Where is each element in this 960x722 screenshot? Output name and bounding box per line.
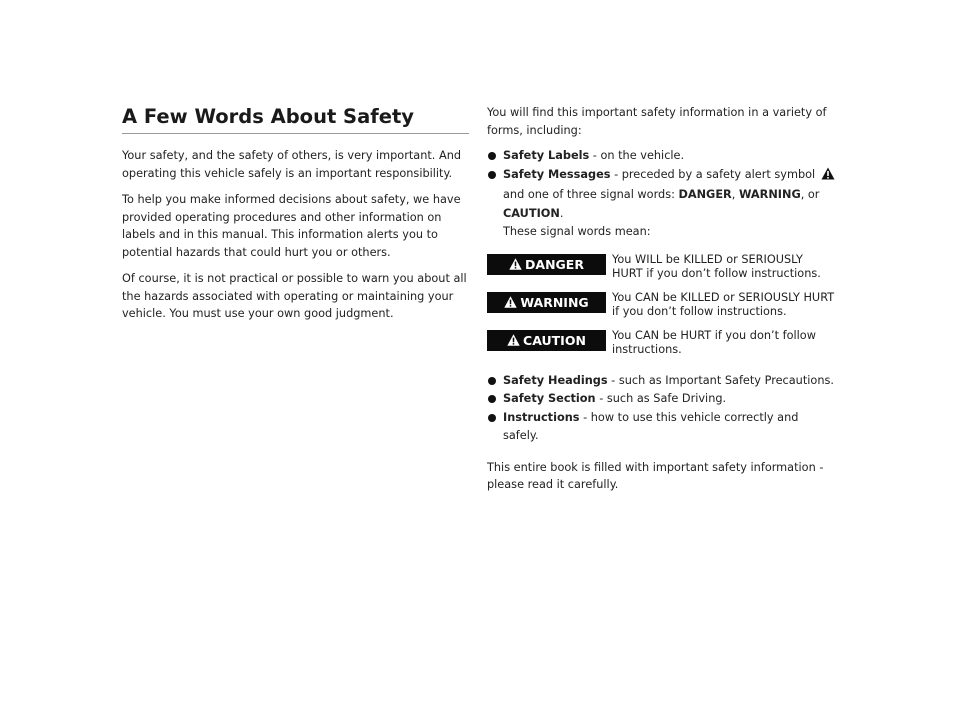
warning-description: You CAN be KILLED or SERIOUSLY HURT if you don’t follow instructions. [612,290,835,318]
signal-row-danger [487,253,837,291]
list-item-safety-messages [487,166,837,242]
danger-description: You WILL be KILLED or SERIOUSLY HURT if you don’t follow instructions. [612,252,821,280]
closing-text: This entire book is filled with important safety information - please read it carefully. [487,460,824,491]
bullet-icon [488,171,496,179]
bullet-icon [488,152,496,160]
safety-labels-text: - on the vehicle. [589,149,685,162]
safety-section-title: Safety Section [503,392,596,405]
safety-messages-text-a: - preceded by a safety alert symbol [610,167,816,181]
warning-triangle-icon [509,258,522,270]
list-item-safety-headings [487,372,837,391]
warning-triangle-icon [504,296,517,308]
safety-labels-title: Safety Labels [503,149,590,162]
warning-badge [487,292,606,313]
warning-badge-label: WARNING [520,294,589,310]
paragraph-informed-decisions: To help you make informed decisions about safety, we have provided operating procedures and other information on labels and in this manual. This information alerts you to potential hazards that could hurt you or others. [122,193,461,259]
right-column [487,104,837,494]
page-title: A Few Words About Safety [122,104,469,134]
paragraph-good-judgment: Of course, it is not practical or possible to warn you about all the hazards associated with operating or maintaining your vehicle. You must use your own good judgment. [122,272,467,320]
bullet-icon [488,414,496,422]
caution-description: You CAN be HURT if you don’t follow instructions. [612,328,816,356]
signal-word-danger: DANGER [678,188,732,201]
list-item-instructions [487,409,837,446]
safety-alert-icon [821,167,835,187]
instructions-text: - how to use this vehicle correctly and safely. [503,410,799,442]
caution-badge-label: CAUTION [523,332,586,348]
sentence-period: . [559,206,564,220]
warning-triangle-icon [507,334,520,346]
signal-row-warning [487,291,837,329]
instructions-title: Instructions [503,410,580,424]
signal-word-table [487,253,837,367]
paragraph-importance: Your safety, and the safety of others, is very important. And operating this vehicle safely is an important responsibility. [122,149,462,180]
signal-word-warning: WARNING [738,188,801,201]
separator-or: , or [800,188,820,201]
caution-badge [487,330,606,351]
list-item-safety-section [487,390,837,409]
separator-comma: , [731,188,739,201]
signal-row-caution [487,329,837,367]
danger-badge [487,254,606,275]
safety-messages-title: Safety Messages [503,167,611,181]
form-list-continued [487,372,837,446]
left-column [122,104,469,323]
safety-messages-text-b: and one of three signal words: [503,188,679,201]
signal-word-caution: CAUTION [503,206,560,220]
danger-badge-label: DANGER [525,256,584,272]
intro-text: You will find this important safety information in a variety of forms, including: [487,106,827,137]
safety-section-text: - such as Safe Driving. [595,392,727,405]
signal-words-intro: These signal words mean: [503,225,651,238]
safety-headings-title: Safety Headings [503,373,608,387]
bullet-icon [488,377,496,385]
list-item-safety-labels [487,147,837,166]
bullet-icon [488,395,496,403]
form-list [487,147,837,242]
safety-headings-text: - such as Important Safety Precautions. [607,373,834,387]
